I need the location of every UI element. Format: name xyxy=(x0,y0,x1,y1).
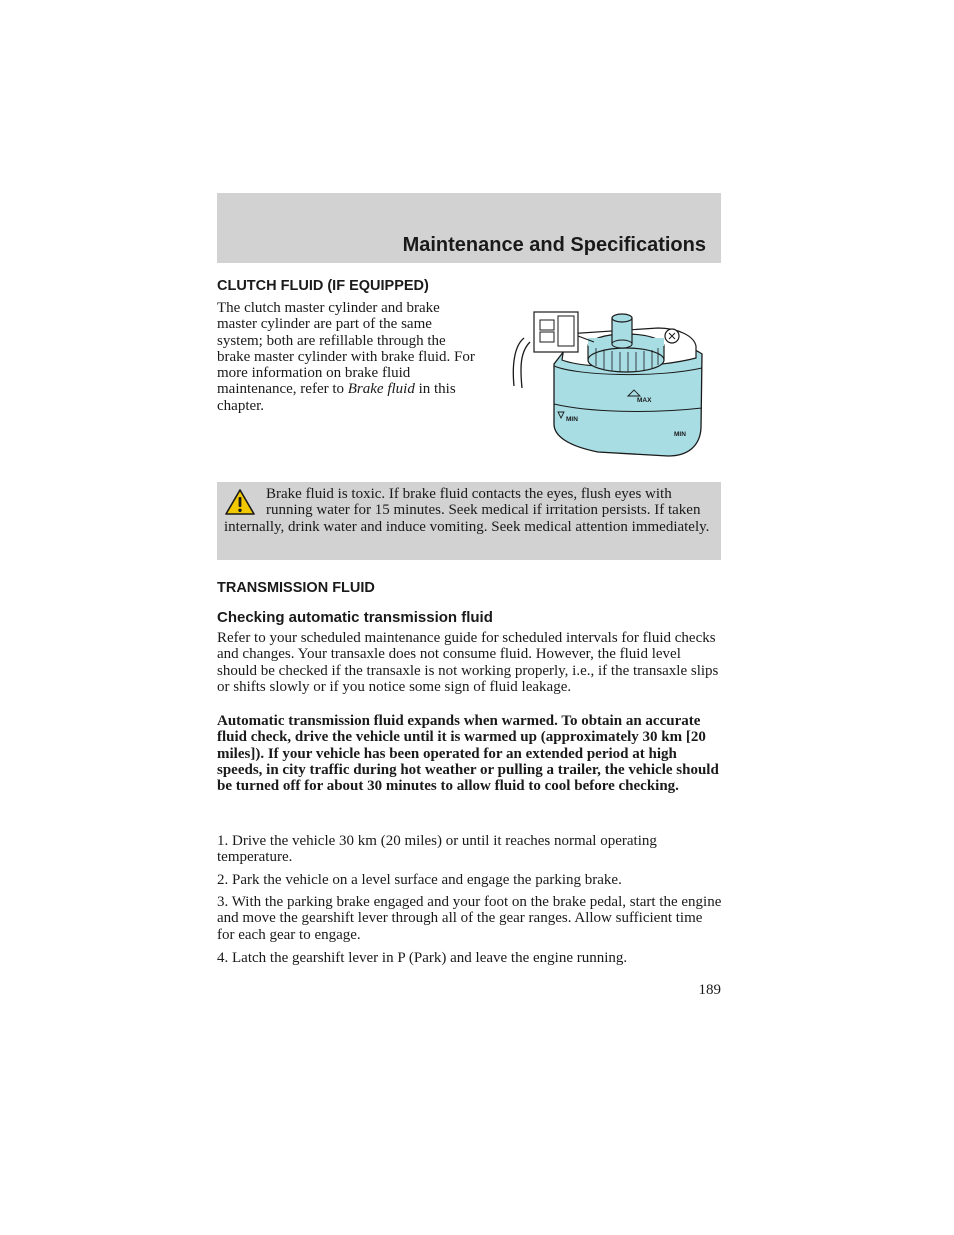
header-band xyxy=(217,193,721,263)
checking-atf-subheading: Checking automatic transmission fluid xyxy=(217,609,493,626)
transmission-fluid-heading: TRANSMISSION FLUID xyxy=(217,580,375,596)
page-number: 189 xyxy=(698,982,721,998)
min-label-right: MIN xyxy=(674,431,686,438)
clutch-fluid-paragraph xyxy=(217,300,477,414)
max-label: MAX xyxy=(637,397,652,404)
brake-fluid-reservoir-illustration xyxy=(508,306,706,458)
clutch-text-before: The clutch master cylinder and brake master cylinder are part of the same system; both are refillable through the brake master cylinder with brake fluid. For more information on brake fluid maintenance, refer to xyxy=(217,300,475,398)
step-2: 2. Park the vehicle on a level surface and engage the parking brake. xyxy=(217,872,622,888)
transmission-intro-paragraph: Refer to your scheduled maintenance guide for scheduled intervals for fluid checks and changes. Your transaxle does not consume fluid. However, the fluid level should be checked if the transaxle is not working properly, i.e., if the transaxle slips or shifts slowly or if you notice some sign of fluid leakage. xyxy=(217,630,719,695)
warning-box xyxy=(217,482,721,560)
min-label-left: MIN xyxy=(566,416,578,423)
brake-fluid-reference: Brake fluid xyxy=(347,381,415,398)
clutch-fluid-heading: CLUTCH FLUID (IF EQUIPPED) xyxy=(217,278,429,294)
step-4: 4. Latch the gearshift lever in P (Park) and leave the engine running. xyxy=(217,950,628,966)
page-title: Maintenance and Specifications xyxy=(402,234,706,256)
clutch-text-after: in this chapter. xyxy=(217,381,456,414)
transmission-caution-paragraph: Automatic transmission fluid expands when warmed. To obtain an accurate fluid check, drive the vehicle until it is warmed up (approximately 30 km [20 miles]). If your vehicle has been operated for an extended period at high speeds, in city traffic during hot weather or pulling a trailer, the vehicle should be turned off for about 30 minutes to allow fluid to cool before checking. xyxy=(217,713,719,795)
step-1: 1. Drive the vehicle 30 km (20 miles) or until it reaches normal operating temperature. xyxy=(217,833,657,866)
warning-text: Brake fluid is toxic. If brake fluid contacts the eyes, flush eyes with running water for 15 minutes. Seek medical if irritation persists. If taken internally, drink water and induce vomiting. Seek medical attention immediately. xyxy=(224,486,710,535)
step-3: 3. With the parking brake engaged and your foot on the brake pedal, start the engine and move the gearshift lever through all of the gear ranges. Allow sufficient time for each gear to engage. xyxy=(217,894,722,943)
